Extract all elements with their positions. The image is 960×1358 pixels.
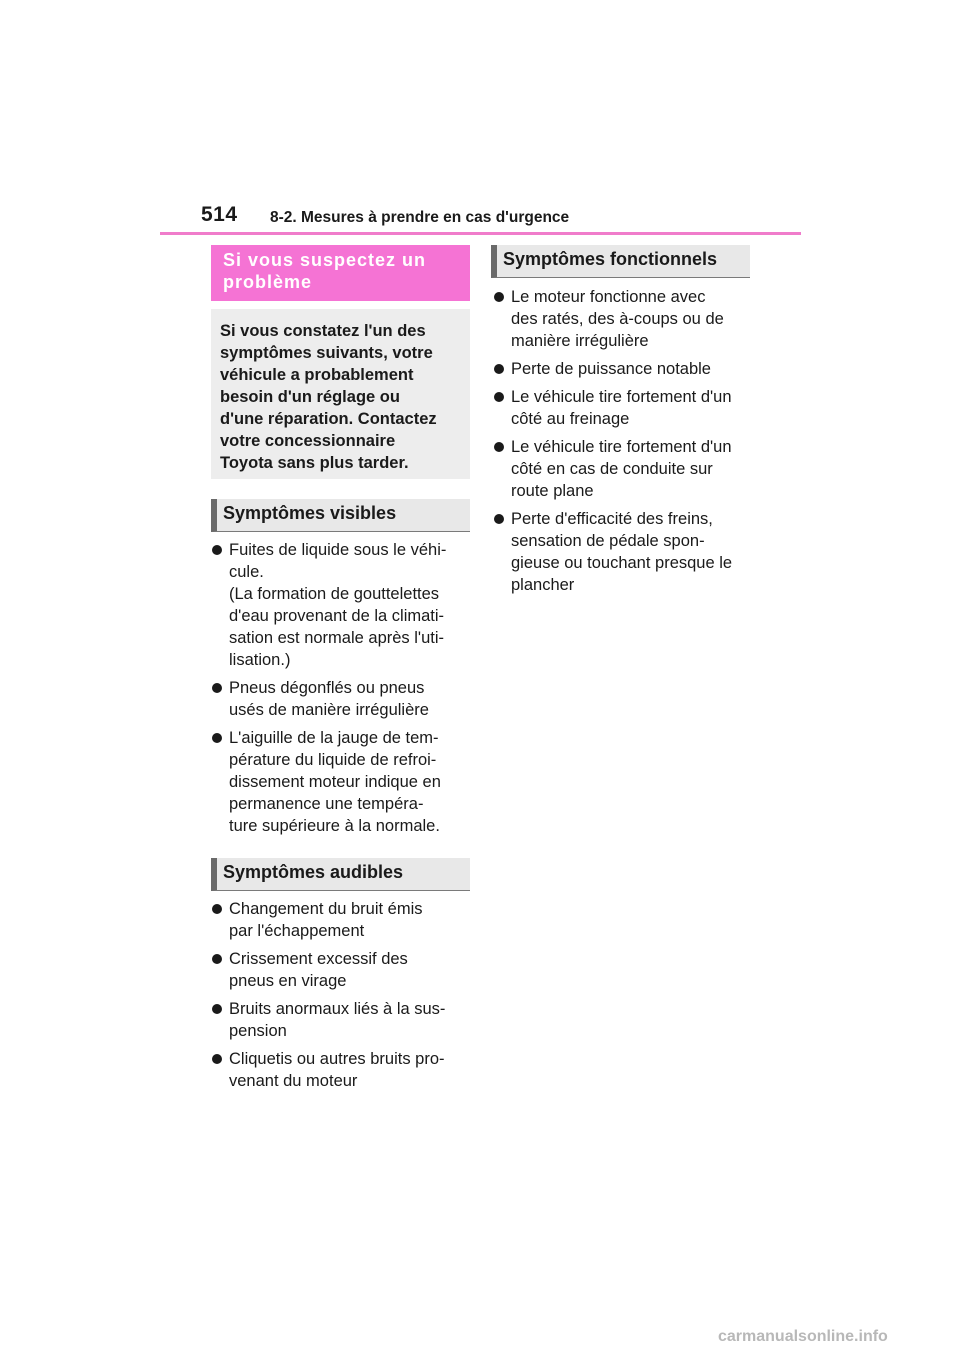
list-item-text: Le véhicule tire fortement d'un côté en cas de conduite sur route plane [511, 438, 732, 500]
visible-symptoms-heading-label: Symptômes visibles [223, 503, 397, 523]
page-number: 514 [201, 203, 238, 226]
watermark: carmanualsonline.info [718, 1328, 888, 1345]
functional-symptoms-heading [491, 245, 750, 278]
list-item-text: Cliquetis ou autres bruits pro- venant du moteur [229, 1050, 445, 1090]
intro-box [211, 309, 470, 479]
bullet-icon [494, 442, 504, 452]
list-item-text: Perte d'efficacité des freins, sensation de pédale spon- gieuse ou touchant presque le plancher [511, 510, 733, 594]
list-item [493, 286, 755, 352]
list-item [211, 677, 473, 721]
list-item [211, 539, 473, 671]
list-item-text: Perte de puissance notable [511, 360, 711, 378]
list-item [493, 508, 755, 596]
list-item [211, 998, 473, 1042]
list-item [211, 1048, 473, 1092]
list-item [211, 727, 473, 837]
list-item-text: Le moteur fonctionne avec des ratés, des à-coups ou de manière irrégulière [511, 288, 724, 350]
visible-symptoms-heading [211, 499, 470, 532]
audible-symptoms-heading [211, 858, 470, 891]
list-item [493, 436, 755, 502]
list-item-text: Bruits anormaux liés à la sus- pension [229, 1000, 446, 1040]
intro-text: Si vous constatez l'un des symptômes suivants, votre véhicule a probablement besoin d'un réglage ou d'une réparation. Contactez votre concessionnaire Toyota sans plus tarder. [220, 322, 437, 472]
bullet-icon [494, 364, 504, 374]
list-item-text: Crissement excessif des pneus en virage [229, 950, 408, 990]
list-item-text: Changement du bruit émis par l'échappement [229, 900, 423, 940]
bullet-icon [212, 1004, 222, 1014]
list-item [493, 386, 755, 430]
list-item [211, 948, 473, 992]
list-item [493, 358, 755, 380]
audible-symptoms-heading-label: Symptômes audibles [223, 862, 404, 882]
list-item-text: L'aiguille de la jauge de tem- pérature du liquide de refroi- dissement moteur indique en permanence une tempéra- ture supérieure à la normale. [229, 729, 441, 835]
list-item [211, 898, 473, 942]
problem-title-box [211, 245, 470, 301]
header-rule [160, 232, 801, 235]
list-item-text: Le véhicule tire fortement d'un côté au freinage [511, 388, 732, 428]
bullet-icon [212, 1054, 222, 1064]
bullet-icon [494, 392, 504, 402]
section-title: 8-2. Mesures à prendre en cas d'urgence [270, 209, 570, 226]
bullet-icon [212, 733, 222, 743]
bullet-icon [212, 545, 222, 555]
bullet-icon [494, 292, 504, 302]
audible-symptoms-list [211, 898, 473, 1098]
list-item-text: Pneus dégonflés ou pneus usés de manière irrégulière [229, 679, 429, 719]
functional-symptoms-list [493, 286, 755, 602]
bullet-icon [212, 904, 222, 914]
bullet-icon [212, 683, 222, 693]
bullet-icon [212, 954, 222, 964]
functional-symptoms-heading-label: Symptômes fonctionnels [503, 249, 718, 269]
bullet-icon [494, 514, 504, 524]
visible-symptoms-list [211, 539, 473, 843]
problem-title-line-2: problème [223, 272, 313, 292]
list-item-text: Fuites de liquide sous le véhi- cule. (La formation de gouttelettes d'eau provenant de la climati- sation est normale après l'uti- lisation.) [229, 541, 447, 669]
problem-title-line-1: Si vous suspectez un [223, 250, 427, 270]
